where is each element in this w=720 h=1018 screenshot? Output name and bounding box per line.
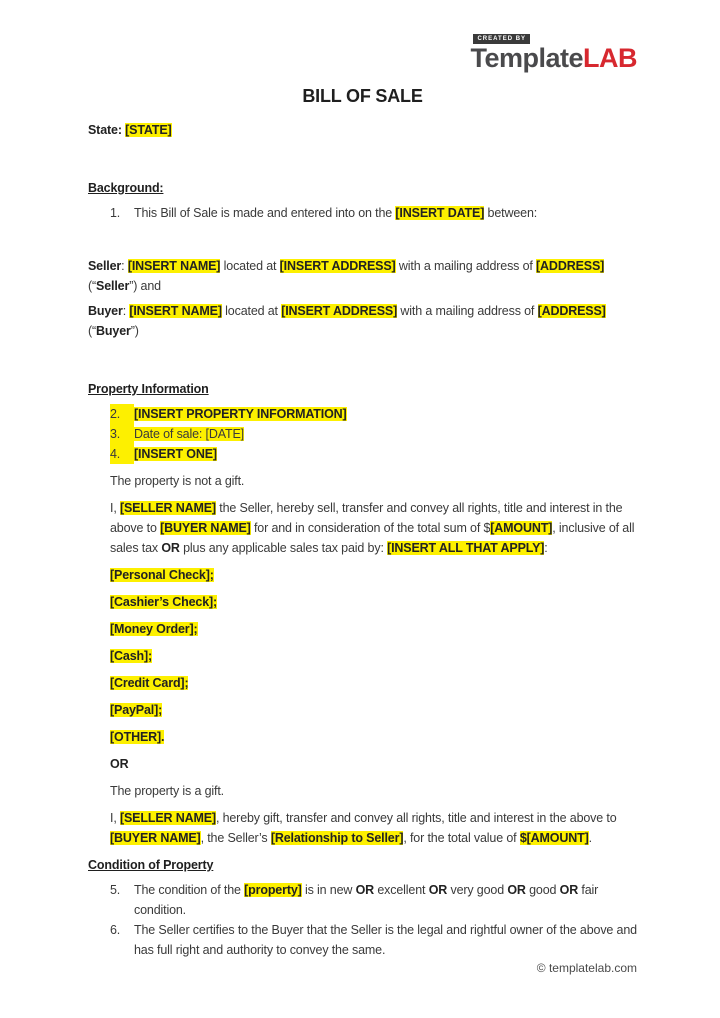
- item-text: [134, 203, 637, 223]
- placeholder-highlight: [PayPal];: [110, 703, 163, 717]
- placeholder-highlight: [Personal Check];: [110, 568, 214, 582]
- section-heading: Background:: [88, 181, 164, 195]
- text-run: (“: [88, 279, 97, 293]
- placeholder-highlight: $[AMOUNT]: [519, 831, 589, 845]
- text-run: The condition of the: [134, 883, 245, 897]
- text-run: :: [122, 304, 130, 318]
- placeholder-highlight: [SELLER NAME]: [119, 501, 216, 515]
- numbered-item: [88, 880, 637, 920]
- placeholder-highlight: [Cash];: [110, 649, 153, 663]
- text-run: , hereby gift, transfer and convey all rights, title and interest in the above to: [215, 811, 617, 825]
- text-run: Buyer: [88, 304, 123, 318]
- text-run: (“: [88, 324, 97, 338]
- paragraph: [88, 301, 637, 341]
- text-run: ”): [130, 324, 139, 338]
- placeholder-highlight: [BUYER NAME]: [160, 521, 251, 535]
- copyright-footer: © templatelab.com: [536, 961, 637, 975]
- paragraph: [110, 471, 637, 491]
- section-heading: Property Information: [88, 382, 209, 396]
- text-run: State:: [88, 123, 126, 137]
- payment-method-item: [110, 592, 637, 612]
- text-run: I,: [110, 501, 120, 515]
- text-run: :: [544, 541, 548, 555]
- text-run: The Seller certifies to the Buyer that the Seller is the legal and rightful owner of the above and has full right and authority to convey the same.: [134, 923, 637, 957]
- text-run: with a mailing address of: [395, 259, 537, 273]
- text-run: OR: [507, 883, 526, 897]
- paragraph: [110, 498, 637, 558]
- text-run: Seller: [96, 279, 130, 293]
- text-run: is in new: [301, 883, 356, 897]
- item-text: [134, 444, 637, 464]
- item-number: 5.: [110, 883, 121, 897]
- paragraph: [110, 754, 637, 774]
- text-run: very good: [447, 883, 508, 897]
- text-run: :: [121, 259, 128, 273]
- placeholder-highlight: [OTHER].: [110, 730, 165, 744]
- item-number: 2.: [110, 404, 134, 424]
- item-text: [134, 404, 637, 424]
- text-run: The property is a gift.: [110, 784, 224, 798]
- payment-method-item: [110, 727, 637, 747]
- text-run: OR: [559, 883, 579, 897]
- placeholder-highlight: [INSERT ALL THAT APPLY]: [387, 541, 545, 555]
- text-run: OR: [110, 757, 129, 771]
- brand-name-template: Template: [470, 43, 583, 73]
- text-run: located at: [221, 304, 282, 318]
- text-run: , inclusive of all sales tax: [110, 521, 635, 555]
- text-run: good: [525, 883, 560, 897]
- text-run: Seller: [88, 259, 122, 273]
- text-run: ”) and: [129, 279, 161, 293]
- payment-method-item: [110, 646, 637, 666]
- item-text: [134, 880, 637, 920]
- payment-method-item: [110, 700, 637, 720]
- item-text: [134, 424, 637, 444]
- placeholder-highlight: [INSERT ONE]: [134, 447, 217, 461]
- placeholder-highlight: [AMOUNT]: [490, 521, 553, 535]
- item-number: 3.: [110, 424, 134, 444]
- placeholder-highlight: [SELLER NAME]: [119, 811, 216, 825]
- text-run: with a mailing address of: [397, 304, 538, 318]
- text-run: .: [588, 831, 592, 845]
- item-text: [134, 920, 637, 960]
- placeholder-highlight: [Relationship to Seller]: [270, 831, 404, 845]
- text-run: This Bill of Sale is made and entered into on the: [134, 206, 396, 220]
- placeholder-highlight: [property]: [244, 883, 302, 897]
- text-run: OR: [161, 541, 180, 555]
- numbered-item: [88, 424, 637, 444]
- text-run: , for the total value of: [403, 831, 520, 845]
- paragraph: [88, 256, 637, 296]
- paragraph: [110, 808, 637, 848]
- document-title: BILL OF SALE: [302, 86, 423, 106]
- placeholder-highlight: [Credit Card];: [110, 676, 189, 690]
- placeholder-highlight: [BUYER NAME]: [110, 831, 201, 845]
- payment-method-item: [110, 619, 637, 639]
- text-run: Buyer: [96, 324, 131, 338]
- state-line: [88, 120, 637, 140]
- placeholder-highlight: [STATE]: [125, 123, 172, 137]
- text-run: fair condition.: [134, 883, 599, 917]
- text-run: OR: [428, 883, 448, 897]
- numbered-item: [88, 920, 637, 960]
- placeholder-highlight: Date of sale: [DATE]: [134, 427, 245, 441]
- placeholder-highlight: [INSERT NAME]: [129, 304, 222, 318]
- text-run: the Seller, hereby sell, transfer and convey all rights, title and interest in the above to: [110, 501, 623, 535]
- placeholder-highlight: [Money Order];: [110, 622, 198, 636]
- text-run: excellent: [374, 883, 429, 897]
- text-run: for and in consideration of the total sum of $: [250, 521, 491, 535]
- item-number: 6.: [110, 923, 121, 937]
- item-number: 4.: [110, 444, 134, 464]
- numbered-item: [88, 404, 637, 424]
- brand-name-lab: LAB: [583, 43, 637, 73]
- placeholder-highlight: [INSERT DATE]: [395, 206, 485, 220]
- numbered-item: [88, 444, 637, 464]
- placeholder-highlight: [INSERT NAME]: [127, 259, 221, 273]
- templatelab-logo: [470, 30, 637, 72]
- item-number: 1.: [110, 206, 121, 220]
- section-heading: Condition of Property: [88, 858, 214, 872]
- text-run: located at: [220, 259, 280, 273]
- text-run: plus any applicable sales tax paid by:: [179, 541, 388, 555]
- placeholder-highlight: [INSERT ADDRESS]: [279, 259, 396, 273]
- placeholder-highlight: [Cashier’s Check];: [110, 595, 218, 609]
- created-by-badge: CREATED BY: [473, 34, 530, 44]
- placeholder-highlight: [INSERT ADDRESS]: [281, 304, 398, 318]
- paragraph: [110, 781, 637, 801]
- placeholder-highlight: [INSERT PROPERTY INFORMATION]: [134, 407, 347, 421]
- payment-method-item: [110, 673, 637, 693]
- text-run: I,: [110, 811, 120, 825]
- text-run: , the Seller’s: [200, 831, 271, 845]
- document-body: [88, 120, 637, 960]
- numbered-item: [88, 203, 637, 223]
- text-run: The property is not a gift.: [110, 474, 245, 488]
- payment-method-item: [110, 565, 637, 585]
- text-run: between:: [484, 206, 538, 220]
- placeholder-highlight: [ADDRESS]: [536, 259, 605, 273]
- brand-name: [470, 45, 637, 72]
- placeholder-highlight: [ADDRESS]: [537, 304, 606, 318]
- text-run: OR: [355, 883, 375, 897]
